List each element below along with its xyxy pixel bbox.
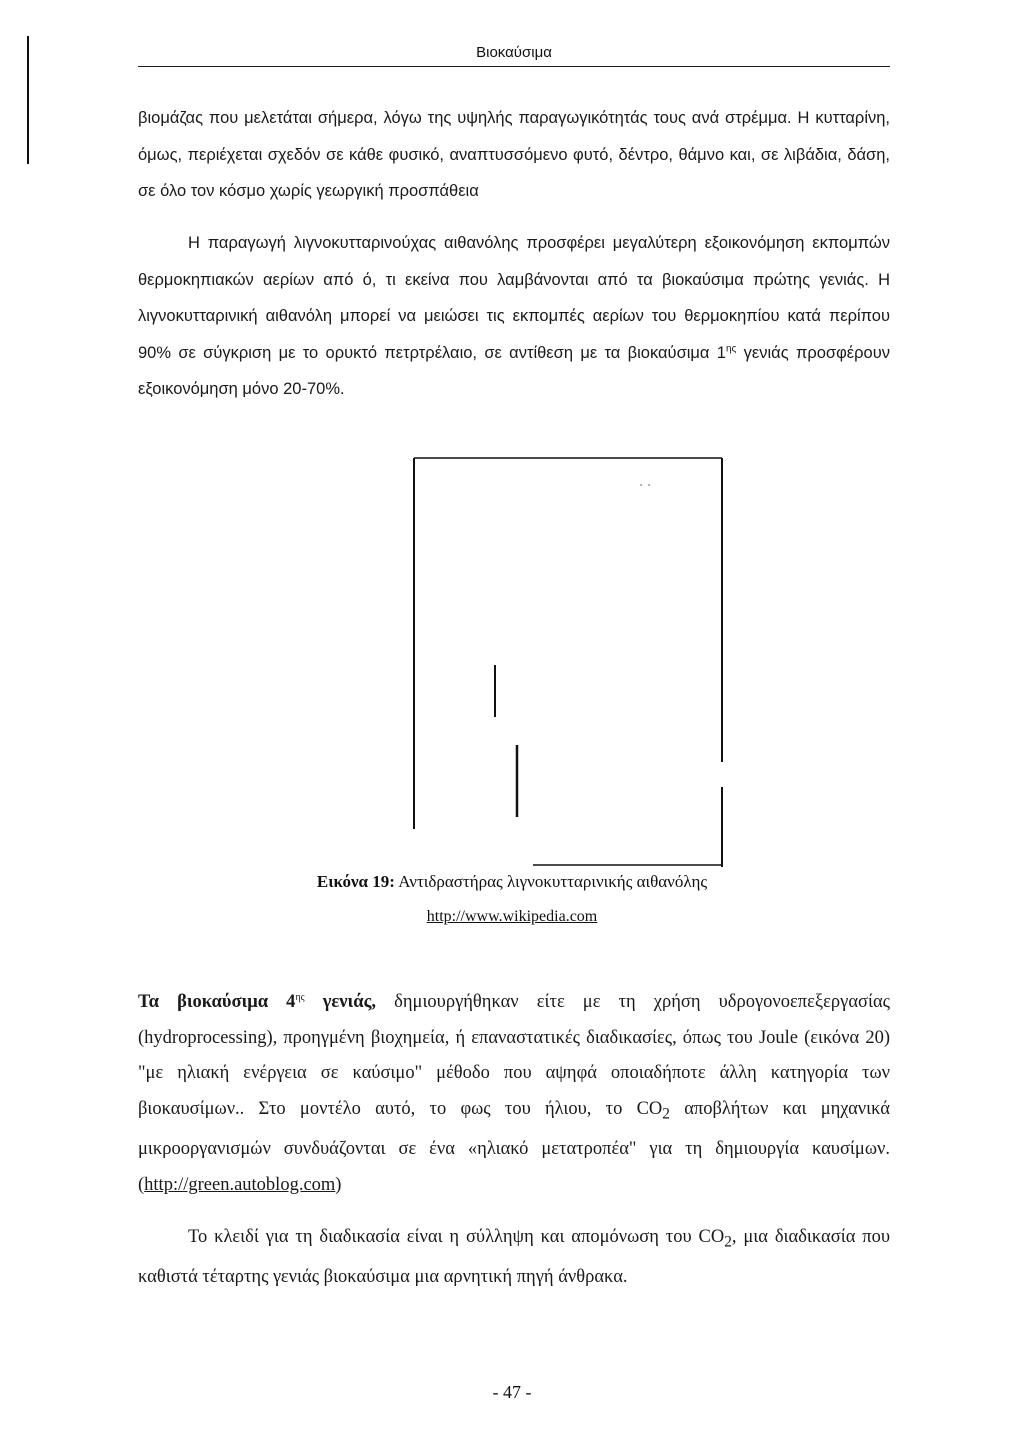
paragraph-1-text: βιομάζας που μελετάται σήμερα, λόγω της υψηλής παραγωγικότητάς τους ανά στρέμμα. Η κυτταρίνη, όμως, περιέχεται σχεδόν σε κάθε φυσικό, αναπτυσσόμενο φυτό, δέντρο, θάμνο και, σε λιβάδια, δάση, σε όλο τον κόσμο χωρίς γεωργική προσπάθεια: [138, 109, 890, 201]
running-header: Βιοκαύσιμα: [476, 44, 552, 61]
paragraph-3-superscript: ης: [295, 991, 305, 1003]
margin-rule: [27, 36, 29, 164]
paragraph-1: [138, 100, 890, 210]
figure-caption-label: Εικόνα 19:: [316, 872, 395, 891]
paragraph-3-link[interactable]: http://green.autoblog.com: [144, 1174, 336, 1195]
paragraph-3-text-a: δημιουργήθηκαν είτε με τη χρήση υδρογονοεπεξεργασίας (hydroprocessing), προηγμένη βιοχημεία, ή επαναστατικές διαδικασίες, όπως του Joule (εικόνα 20) "με ηλιακή ενέργεια σε καύσιμο" μέθοδο που αψηφά οποιαδήποτε άλλη κατηγορία των βιοκαυσίμων.. Στο μοντέλο αυτό, το φως του ήλιου, το CO: [138, 992, 890, 1119]
paragraph-3-bold-a: Τα βιοκαύσιμα 4: [138, 992, 296, 1012]
paragraph-3-end: ): [335, 1174, 342, 1195]
page-number: - 47 -: [492, 1382, 532, 1402]
figure-source-link[interactable]: http://www.wikipedia.com: [426, 908, 598, 925]
paragraph-4: [138, 1220, 890, 1296]
paragraph-2-superscript: ης: [725, 343, 737, 355]
paragraph-3: [138, 985, 890, 1203]
paragraph-2-text-b: γενιάς προσφέρουν εξοικονόμηση μόνο 20-70%.: [138, 343, 890, 399]
paragraph-3-bold-b: γενιάς,: [304, 992, 377, 1012]
paragraph-2: [138, 225, 890, 408]
paragraph-3-text-b: αποβλήτων και μηχανικά μικροοργανισμών συνδυάζονται σε ένα «ηλιακό μετατροπέα" για τη δημιουργία καυσίμων. (: [138, 1098, 890, 1195]
figure-caption-text: Αντιδραστήρας λιγνοκυτταρινικής αιθανόλης: [394, 872, 708, 891]
paragraph-4-text-b: , μια διαδικασία που καθιστά τέταρτης γενιάς βιοκαύσιμα μια αρνητική πηγή άνθρακα.: [138, 1227, 890, 1288]
figure-source: [250, 908, 774, 926]
paragraph-4-text-a: Το κλειδί για τη διαδικασία είναι η σύλληψη και απομόνωση του CO: [188, 1227, 725, 1247]
paragraph-3-subscript: 2: [662, 1105, 670, 1123]
reactor-figure: [413, 457, 723, 867]
paragraph-4-subscript: 2: [724, 1233, 732, 1251]
header-divider: [138, 66, 890, 67]
paragraph-2-text-a: Η παραγωγή λιγνοκυτταρινούχας αιθανόλης προσφέρει μεγαλύτερη εξοικονόμηση εκπομπών θερμοκηπιακών αερίων από ό, τι εκείνα που λαμβάνονται από τα βιοκαύσιμα πρώτης γενιάς. Η λιγνοκυτταρινική αιθανόλη μπορεί να μειώσει τις εκπομπές αερίων του θερμοκηπίου κατά περίπου 90% σε σύγκριση με το ορυκτό πετρτρέλαιο, σε αντίθεση με τα βιοκαύσιμα 1: [138, 234, 890, 362]
figure-caption: [250, 872, 774, 892]
